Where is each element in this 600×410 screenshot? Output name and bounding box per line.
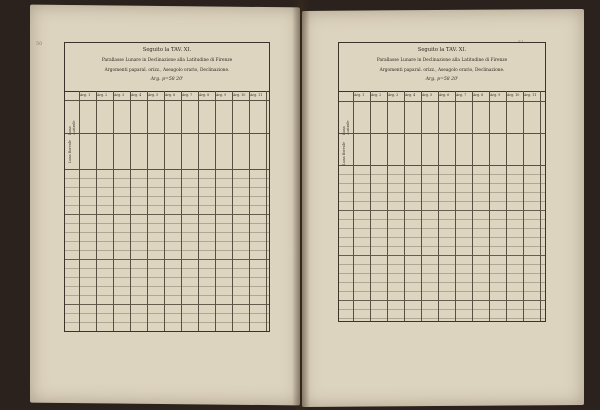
right-body-rule <box>339 210 545 211</box>
right-column-header: Arg. 9 <box>490 93 501 97</box>
right-body-rule <box>339 237 545 238</box>
right-column-header: Arg. 2 <box>371 93 382 97</box>
right-body-rule <box>339 291 545 292</box>
right-column-rule <box>489 91 490 321</box>
left-table-grid <box>65 91 269 331</box>
left-body-rule <box>65 214 269 215</box>
right-body-rule <box>339 246 545 247</box>
right-body-rule <box>339 255 545 256</box>
left-body-rule <box>65 277 269 278</box>
left-side-label-australe: Luna Australe <box>68 120 76 135</box>
right-table-arg-value: Arg. p=58 20' <box>425 77 459 82</box>
right-column-rule <box>438 91 439 321</box>
right-column-header: Arg. 10 <box>507 93 520 97</box>
right-body-rule <box>339 282 545 283</box>
left-body-rule <box>65 223 269 224</box>
left-column-header: Arg. 7 <box>182 93 193 97</box>
right-column-rule <box>370 91 371 321</box>
right-body-rule <box>339 219 545 220</box>
left-column-header: Arg. 11 <box>250 93 263 97</box>
left-column-header: Arg. 6 <box>165 93 176 97</box>
left-column-header: Arg. 8 <box>199 93 210 97</box>
right-row-rule <box>339 133 545 134</box>
left-body-rule <box>65 313 269 314</box>
right-body-rule <box>339 174 545 175</box>
left-body-rule <box>65 178 269 179</box>
left-column-header: Arg. 3 <box>114 93 125 97</box>
right-column-rule <box>472 91 473 321</box>
right-column-rule <box>506 91 507 321</box>
right-column-rule <box>353 91 354 321</box>
right-body-rule <box>339 228 545 229</box>
left-body-rule <box>65 196 269 197</box>
right-column-rule <box>387 91 388 321</box>
right-column-rule <box>540 91 541 321</box>
right-body-rule <box>339 318 545 319</box>
left-body-rule <box>65 268 269 269</box>
left-body-rule <box>65 187 269 188</box>
right-body-rule <box>339 264 545 265</box>
left-body-rule <box>65 250 269 251</box>
left-column-header: Arg. 9 <box>216 93 227 97</box>
left-row-rule <box>65 100 269 101</box>
right-column-rule <box>421 91 422 321</box>
right-body-rule <box>339 192 545 193</box>
right-column-rule <box>523 91 524 321</box>
left-column-header: Arg. 4 <box>131 93 142 97</box>
left-table-title: Seguito la TAV. XI. <box>142 47 192 53</box>
left-column-header: Arg. 5 <box>148 93 159 97</box>
right-column-header: Arg. 7 <box>456 93 467 97</box>
right-column-header: Arg. 6 <box>439 93 450 97</box>
left-body-rule <box>65 241 269 242</box>
left-table-subtitle: Parallasse Lunare in Declinazione alla Latitudine di Firenze <box>101 58 233 63</box>
right-column-header: Arg. 11 <box>524 93 537 97</box>
right-table-arguments: Argomenti paparal. orizz., Aseagolo orario, Declinazione. <box>379 68 505 73</box>
book-gutter <box>292 0 310 410</box>
left-column-header: Arg. 10 <box>233 93 246 97</box>
right-row-rule <box>339 101 545 102</box>
left-side-label-boreale: Luna Boreale <box>68 140 72 163</box>
left-page-number: 50 <box>36 41 43 47</box>
right-row-rule <box>339 165 545 166</box>
right-side-label-boreale: Luna Boreale <box>342 142 346 165</box>
right-body-rule <box>339 300 545 301</box>
right-side-label-australe: Luna Australe <box>342 120 350 135</box>
left-table-arg-value: Arg. p=58 20' <box>150 77 184 82</box>
right-column-rule <box>455 91 456 321</box>
left-row-rule <box>65 169 269 170</box>
left-body-rule <box>65 295 269 296</box>
left-column-header: Arg. 1 <box>80 93 91 97</box>
left-row-rule <box>65 133 269 134</box>
right-table-grid <box>339 91 545 321</box>
left-body-rule <box>65 232 269 233</box>
left-table-header <box>65 43 269 92</box>
right-table-header <box>339 43 545 92</box>
right-column-header: Arg. 8 <box>473 93 484 97</box>
right-body-rule <box>339 309 545 310</box>
right-body-rule <box>339 201 545 202</box>
left-body-rule <box>65 205 269 206</box>
right-column-header: Arg. 3 <box>388 93 399 97</box>
right-body-rule <box>339 183 545 184</box>
left-body-rule <box>65 286 269 287</box>
right-column-header: Arg. 1 <box>354 93 365 97</box>
left-body-rule <box>65 304 269 305</box>
left-body-rule <box>65 322 269 323</box>
left-column-header: Arg. 2 <box>97 93 108 97</box>
left-table-arguments: Argomenti paparal. orizz., Aseagolo orario, Declinazione. <box>104 68 230 73</box>
right-column-header: Arg. 4 <box>405 93 416 97</box>
right-column-rule <box>404 91 405 321</box>
right-table-title: Seguito la TAV. XI. <box>417 47 467 53</box>
right-column-header: Arg. 5 <box>422 93 433 97</box>
right-body-rule <box>339 273 545 274</box>
left-body-rule <box>65 259 269 260</box>
left-table <box>64 42 270 332</box>
right-table-subtitle: Parallasse Lunare in Declinazione alla Latitudine di Firenze <box>376 58 508 63</box>
right-table <box>338 42 546 322</box>
